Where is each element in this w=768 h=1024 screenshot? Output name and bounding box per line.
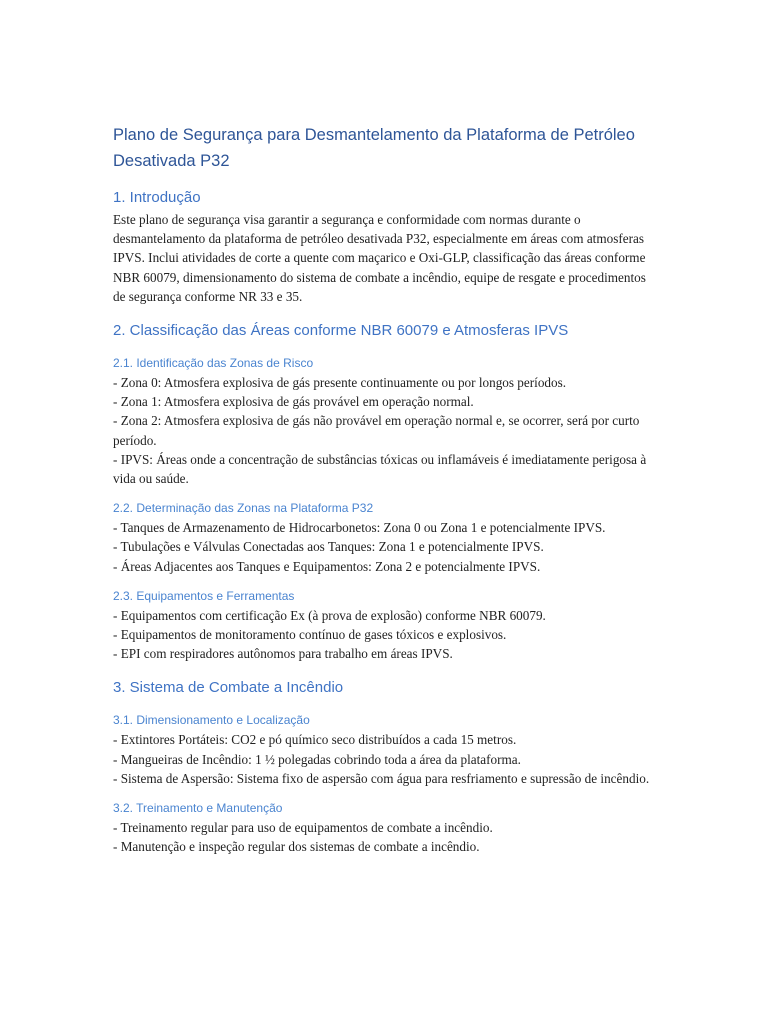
subsection-heading-equipamentos: 2.3. Equipamentos e Ferramentas — [113, 588, 295, 603]
section-heading-combate-incendio: 3. Sistema de Combate a Incêndio — [113, 679, 344, 697]
list-item: - IPVS: Áreas onde a concentração de substâncias tóxicas ou inflamáveis é imediatamente perigosa à vida ou saúde. — [113, 451, 647, 487]
spacer — [113, 663, 658, 678]
spacer — [113, 700, 658, 712]
spacer — [113, 306, 658, 321]
list-item: - Tanques de Armazenamento de Hidrocarbonetos: Zona 0 ou Zona 1 e potencialmente IPVS. — [113, 520, 606, 536]
list-item: - Treinamento regular para uso de equipamentos de combate a incêndio. — [113, 820, 493, 836]
spacer — [113, 788, 658, 800]
list-item: - Equipamentos de monitoramento contínuo de gases tóxicos e explosivos. — [113, 627, 507, 643]
section-heading-introducao: 1. Introdução — [113, 189, 201, 206]
spacer — [113, 488, 658, 500]
spacer — [113, 343, 658, 355]
list-item: - Zona 1: Atmosfera explosiva de gás provável em operação normal. — [113, 394, 474, 410]
list-item: - Áreas Adjacentes aos Tanques e Equipamentos: Zona 2 e potencialmente IPVS. — [113, 558, 541, 574]
document-title: Plano de Segurança para Desmantelamento da Plataforma de Petróleo Desativada P32 — [113, 126, 635, 170]
intro-paragraph: Este plano de segurança visa garantir a segurança e conformidade com normas durante o desmantelamento da plataforma de petróleo desativada P32, especialmente em áreas com atmosferas IPVS. Inclui atividades de corte a quente com maçarico e Oxi-GLP, classificação das áreas conforme NBR 60079, dimensionamento do sistema de combate a incêndio, equipe de resgate e procedimentos de segurança conforme NR 33 e 35. — [113, 212, 646, 304]
list-item: - Sistema de Aspersão: Sistema fixo de aspersão com água para resfriamento e supressão de incêndio. — [113, 770, 650, 786]
list-item: - Mangueiras de Incêndio: 1 ½ polegadas cobrindo toda a área da plataforma. — [113, 751, 521, 767]
subsection-heading-treinamento: 3.2. Treinamento e Manutenção — [113, 801, 283, 816]
list-item: - Zona 2: Atmosfera explosiva de gás não provável em operação normal e, se ocorrer, será por curto período. — [113, 413, 640, 448]
subsection-heading-dimensionamento: 3.1. Dimensionamento e Localização — [113, 713, 310, 728]
document-page — [113, 122, 658, 856]
section-heading-classificacao: 2. Classificação das Áreas conforme NBR 60079 e Atmosferas IPVS — [113, 322, 569, 340]
spacer — [113, 576, 658, 588]
subsection-heading-zonas-risco: 2.1. Identificação das Zonas de Risco — [113, 356, 314, 371]
list-item: - EPI com respiradores autônomos para trabalho em áreas IPVS. — [113, 646, 453, 662]
list-item: - Tubulações e Válvulas Conectadas aos Tanques: Zona 1 e potencialmente IPVS. — [113, 539, 544, 555]
list-item: - Manutenção e inspeção regular dos sistemas de combate a incêndio. — [113, 839, 480, 855]
list-item: - Extintores Portáteis: CO2 e pó químico seco distribuídos a cada 15 metros. — [113, 732, 517, 748]
list-item: - Equipamentos com certificação Ex (à prova de explosão) conforme NBR 60079. — [113, 607, 546, 623]
list-item: - Zona 0: Atmosfera explosiva de gás presente continuamente ou por longos períodos. — [113, 375, 567, 391]
subsection-heading-determinacao-zonas: 2.2. Determinação das Zonas na Plataforma P32 — [113, 501, 374, 516]
